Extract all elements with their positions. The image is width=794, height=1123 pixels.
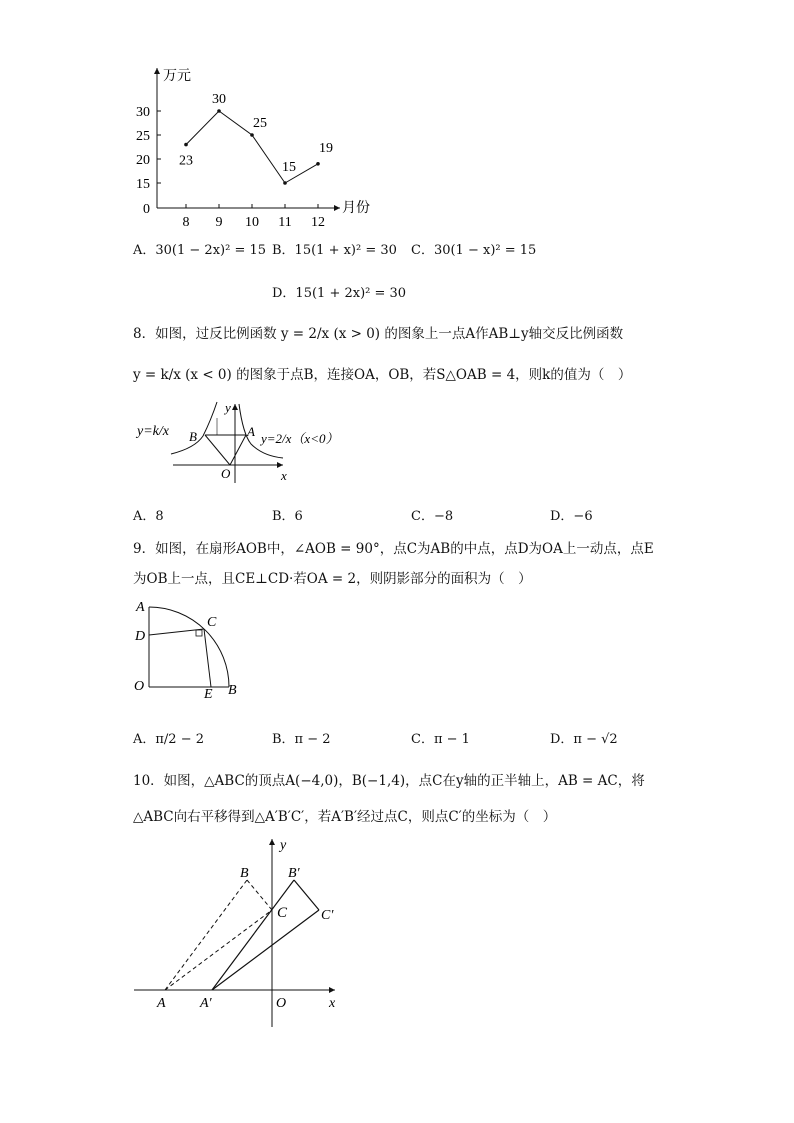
q8-label-left: y=k/x xyxy=(137,424,169,439)
q9-figure xyxy=(130,598,250,698)
q8-axis-y-label: y xyxy=(225,400,231,415)
q8-point-a: A xyxy=(247,424,255,439)
q7-option-a[interactable]: A．30(1 − 2x)² = 15 xyxy=(133,243,267,258)
q10-segment-ac xyxy=(165,910,272,990)
q8-segment-oa xyxy=(230,435,246,465)
q8-figure xyxy=(133,398,373,488)
chart-data-label: 15 xyxy=(282,160,296,175)
q9-stem-line1: 9．如图，在扇形AOB中，∠AOB = 90°，点C为AB的中点，点D为OA上一动点，点E xyxy=(133,541,654,557)
q8-point-o: O xyxy=(221,466,231,481)
q10-stem-line2: △ABC向右平移得到△A′B′C′，若A′B′经过点C，则点C′的坐标为（ ） xyxy=(133,809,557,825)
chart-x-tick-label: 10 xyxy=(245,215,259,228)
q10-axis-x-label: x xyxy=(329,996,336,1011)
q8-option-a[interactable]: A．8 xyxy=(133,509,164,524)
q9-arc-ab xyxy=(149,607,229,687)
q10-segment-a1b1 xyxy=(212,880,294,990)
chart-y-tick-label: 30 xyxy=(136,105,150,120)
q9-option-c[interactable]: C．π − 1 xyxy=(411,732,470,747)
chart-x-tick-label: 8 xyxy=(182,215,190,228)
q9-point-a: A xyxy=(136,600,145,615)
q8-option-b[interactable]: B．6 xyxy=(272,509,303,524)
q10-segment-bc xyxy=(247,880,272,910)
q8-point-b: B xyxy=(189,429,197,444)
q7-option-d[interactable]: D．15(1 + 2x)² = 30 xyxy=(272,286,407,301)
chart-y-axis-label: 万元 xyxy=(163,69,191,84)
q10-segment-a1c1 xyxy=(212,910,319,990)
chart-data-point xyxy=(184,143,188,147)
q10-point-c: C xyxy=(277,905,288,921)
q9-point-b: B xyxy=(228,683,237,698)
q7-option-b[interactable]: B．15(1 + x)² = 30 xyxy=(272,243,397,258)
chart-data-point xyxy=(250,133,254,137)
q9-point-e: E xyxy=(204,687,213,698)
chart-series-line xyxy=(186,111,318,183)
q9-point-o: O xyxy=(134,679,145,694)
q8-stem-line2: y = k/x (x < 0) 的图象于点B，连接OA，OB，若S△OAB = 4，则k的值为（ ） xyxy=(133,367,632,383)
q9-option-d[interactable]: D．π − √2 xyxy=(550,732,618,747)
chart-data-label: 19 xyxy=(319,140,333,156)
q10-point-b-prime: B′ xyxy=(288,866,300,881)
q9-option-b[interactable]: B．π − 2 xyxy=(272,732,331,747)
chart-x-tick-label: 9 xyxy=(215,215,223,228)
q10-point-a: A xyxy=(157,996,166,1011)
q10-figure xyxy=(130,835,350,1035)
q10-point-o: O xyxy=(276,996,287,1011)
chart-x-tick-label: 11 xyxy=(278,215,292,228)
q7-option-c[interactable]: C．30(1 − x)² = 15 xyxy=(411,243,537,258)
q10-stem-line1: 10．如图，△ABC的顶点A(−4,0)，B(−1,4)，点C在y轴的正半轴上，AB = AC，将 xyxy=(133,773,645,789)
chart-marks xyxy=(179,92,333,185)
q10-point-b: B xyxy=(240,866,249,881)
q8-segment-ob xyxy=(205,435,230,465)
chart-x-axis-label: 月份 xyxy=(342,201,370,216)
q10-point-a-prime: A′ xyxy=(200,996,212,1011)
q8-option-d[interactable]: D．−6 xyxy=(550,509,593,524)
chart-data-label: 30 xyxy=(212,92,226,107)
chart-y-tick-label: 25 xyxy=(136,129,150,144)
chart-data-point xyxy=(217,109,221,113)
q8-label-right: y=2/x（x<0） xyxy=(261,431,339,446)
q10-segment-b1c1 xyxy=(294,880,319,910)
q9-segment-ce xyxy=(204,629,211,687)
chart-y-tick-label: 15 xyxy=(136,177,150,192)
q8-axis-x-label: x xyxy=(281,468,287,483)
q9-point-c: C xyxy=(207,615,217,630)
q9-option-a[interactable]: A．π/2 − 2 xyxy=(133,732,205,747)
chart-data-label: 23 xyxy=(179,153,193,169)
q9-stem-line2: 为OB上一点，且CE⊥CD·若OA = 2，则阴影部分的面积为（ ） xyxy=(133,571,532,587)
chart-axes xyxy=(136,68,370,228)
q10-axis-y-label: y xyxy=(280,838,287,853)
chart-data-point xyxy=(316,162,320,166)
q8-curve-left xyxy=(171,402,217,454)
chart-y-tick-label: 0 xyxy=(143,202,150,217)
chart-data-label: 25 xyxy=(253,116,267,131)
chart-y-tick-label: 20 xyxy=(136,153,150,168)
q8-option-c[interactable]: C．−8 xyxy=(411,509,454,524)
q9-right-angle-mark xyxy=(196,630,202,636)
line-chart xyxy=(120,58,390,228)
chart-x-tick-label: 12 xyxy=(311,215,325,228)
q10-point-c-prime: C′ xyxy=(321,908,334,923)
chart-data-point xyxy=(283,181,287,185)
q9-point-d: D xyxy=(135,629,146,644)
q8-stem-line1: 8．如图，过反比例函数 y = 2/x (x > 0) 的图象上一点A作AB⊥y轴交反比例函数 xyxy=(133,326,624,342)
